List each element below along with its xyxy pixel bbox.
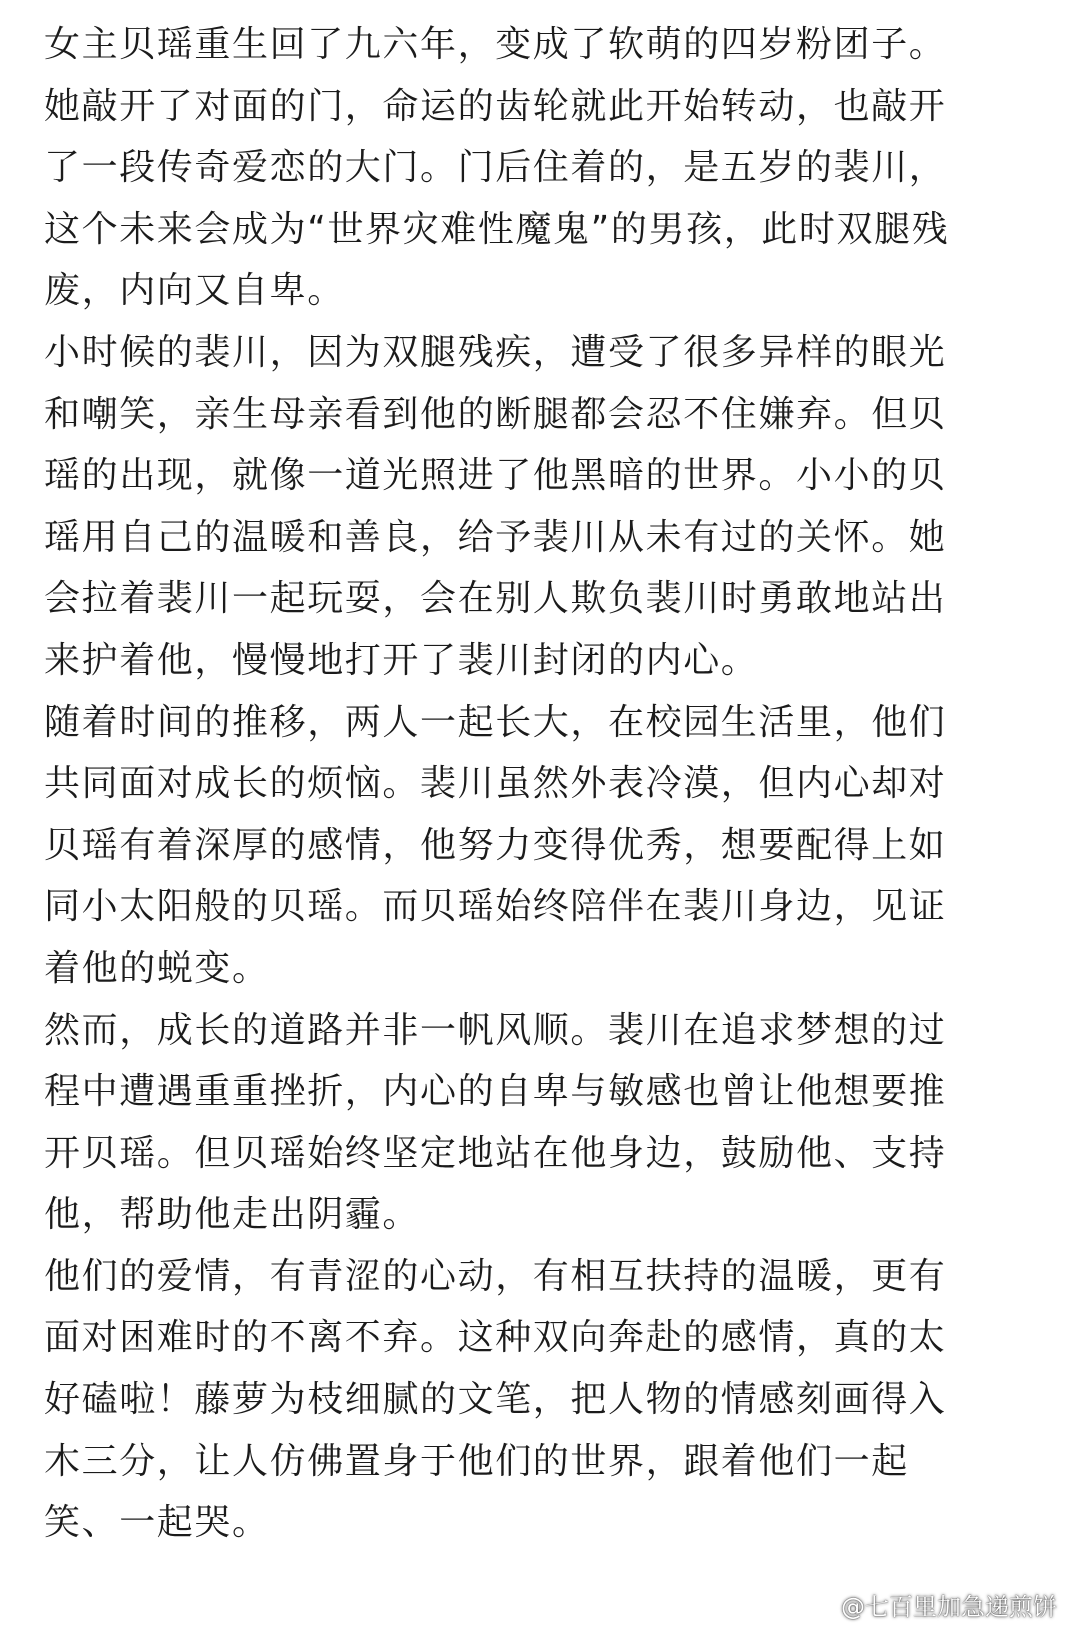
paragraph-4: 然而，成长的道路并非一帆风顺。裴川在追求梦想的过程中遭遇重重挫折，内心的自卑与敏感也曾让他想要推开贝瑶。但贝瑶始终坚定地站在他身边，鼓励他、支持他，帮助他走出阴霾。 bbox=[44, 1009, 947, 1236]
paragraph-5: 他们的爱情，有青涩的心动，有相互扶持的温暖，更有面对困难时的不离不弃。这种双向奔赴的感情，真的太好磕啦！藤萝为枝细腻的文笔，把人物的情感刻画得入木三分，让人仿佛置身于他们的世界，跟着他们一起笑、一起哭。 bbox=[44, 1255, 947, 1544]
paragraph-3: 随着时间的推移，两人一起长大，在校园生活里，他们共同面对成长的烦恼。裴川虽然外表冷漠，但内心却对贝瑶有着深厚的感情，他努力变得优秀，想要配得上如同小太阳般的贝瑶。而贝瑶始终陪伴在裴川身边，见证着他的蜕变。 bbox=[44, 701, 947, 989]
article-body bbox=[44, 14, 980, 1554]
watermark bbox=[803, 1587, 1057, 1622]
weibo-icon bbox=[803, 1592, 833, 1618]
watermark-text: @七百里加急递煎饼 bbox=[841, 1593, 1057, 1621]
paragraph-1: 女主贝瑶重生回了九六年，变成了软萌的四岁粉团子。她敲开了对面的门，命运的齿轮就此开始转动，也敲开了一段传奇爱恋的大门。门后住着的，是五岁的裴川，这个未来会成为“世界灾难性魔鬼”的男孩，此时双腿残废，内向又自卑。 bbox=[44, 24, 950, 312]
paragraph-2: 小时候的裴川，因为双腿残疾，遭受了很多异样的眼光和嘲笑，亲生母亲看到他的断腿都会忍不住嫌弃。但贝瑶的出现，就像一道光照进了他黑暗的世界。小小的贝瑶用自己的温暖和善良，给予裴川从未有过的关怀。她会拉着裴川一起玩耍，会在别人欺负裴川时勇敢地站出来护着他，慢慢地打开了裴川封闭的内心。 bbox=[44, 331, 947, 681]
